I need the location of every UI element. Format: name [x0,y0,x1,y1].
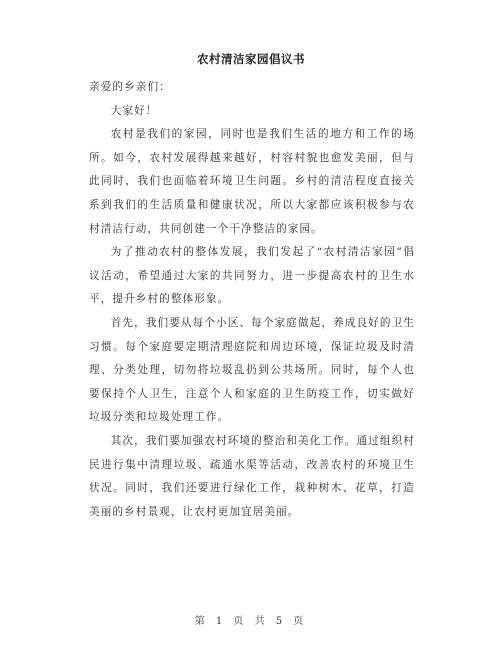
paragraph-4: 其次，我们要加强农村环境的整治和美化工作。通过组织村民进行集中清理垃圾、疏通水渠等活动，改善农村的环境卫生状况。同时，我们还要进行绿化工作，栽种树木、花草，打造美丽的乡村景观，让农村更加宜居美丽。 [89,434,415,518]
document-title: 农村清洁家园倡议书 [197,52,305,66]
paragraph-2: 为了推动农村的整体发展，我们发起了“农村清洁家园”倡议活动，希望通过大家的共同努力，进一步提高农村的卫生水平，提升乡村的整体形象。 [89,246,415,306]
salutation: 亲爱的乡亲们： [89,81,171,93]
paragraph-1: 农村是我们的家园，同时也是我们生活的地方和工作的场所。如今，农村发展得越来越好，村容村貌也愈发美丽，但与此同时，我们也面临着环境卫生问题。乡村的清洁程度直接关系到我们的生活质量和健康状况，所以大家都应该积极参与农村清洁行动，共同创建一个干净整洁的家园。 [89,128,415,235]
page-number-footer: 第 1 页 共 5 页 [194,616,308,627]
document-body [89,76,415,524]
paragraph-3: 首先，我们要从每个小区、每个家庭做起，养成良好的卫生习惯。每个家庭要定期清理庭院和周边环境，保证垃圾及时清理、分类处理，切勿将垃圾乱扔到公共场所。同时，每个人也要保持个人卫生，注意个人和家庭的卫生防疫工作，切实做好垃圾分类和垃圾处理工作。 [89,316,415,424]
greeting: 大家好！ [110,104,158,117]
